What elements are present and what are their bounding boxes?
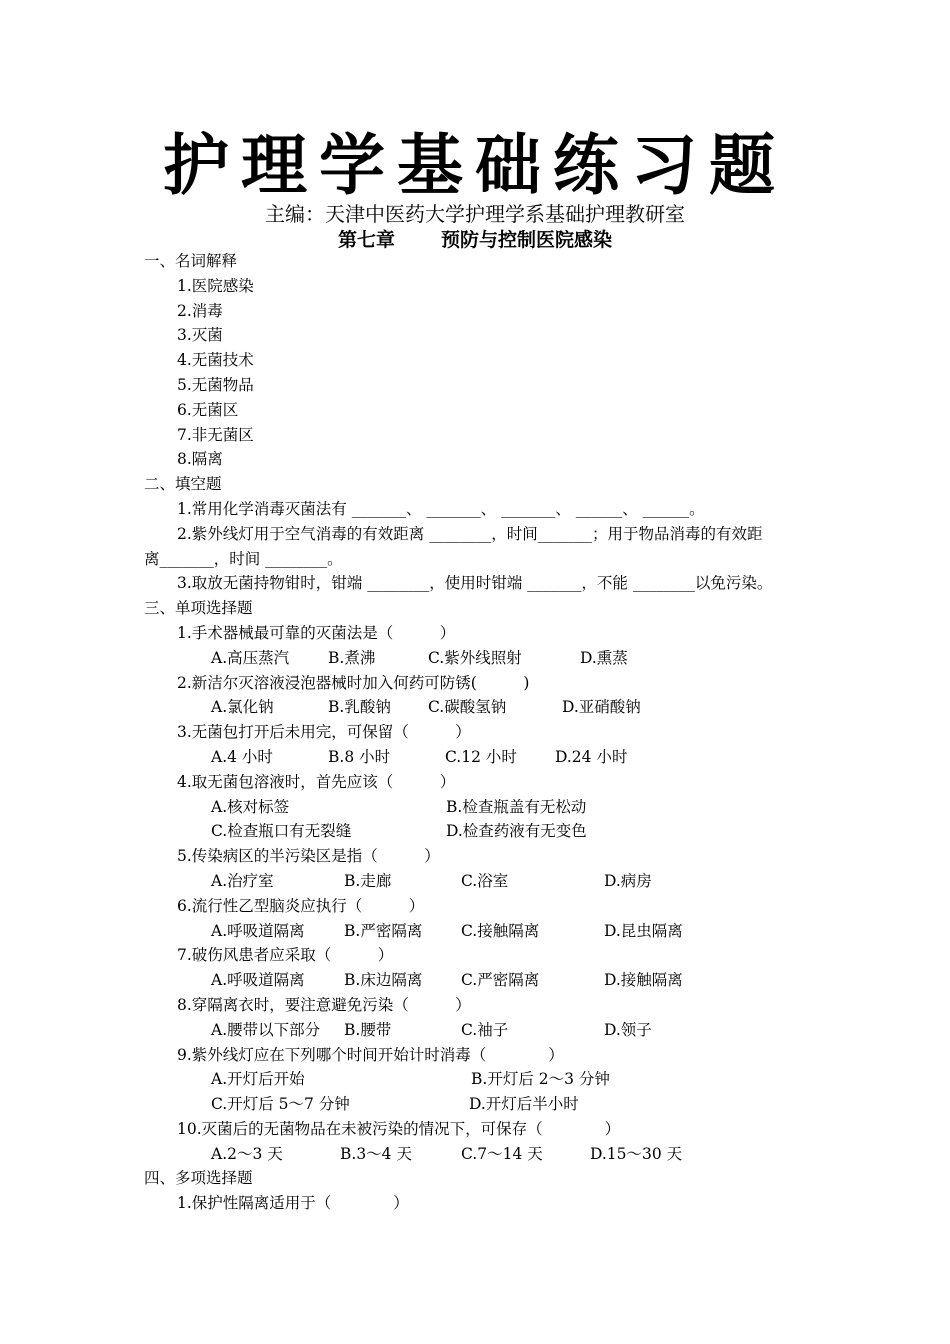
question-stem: 4.取无菌包溶液时，首先应该（ ） [177, 772, 456, 791]
option: B.8 小时 [328, 747, 391, 766]
option: D.15～30 天 [590, 1144, 683, 1163]
option: A.2～3 天 [211, 1144, 283, 1163]
option: B.开灯后 2～3 分钟 [471, 1070, 610, 1089]
question-stem: 10.灭菌后的无菌物品在未被污染的情况下，可保存（ ） [177, 1119, 621, 1138]
editor-line: 主编：天津中医药大学护理学系基础护理教研室 [265, 202, 685, 226]
option: B.腰带 [344, 1020, 392, 1039]
option-row [144, 919, 814, 944]
option-row [144, 646, 814, 671]
option-row [144, 1142, 814, 1167]
option: D.接触隔离 [604, 971, 683, 990]
option: C.袖子 [461, 1020, 509, 1039]
fill-blank-question: 1.常用化学消毒灭菌法有 _______、 _______、 _______、 ______、 ______。 [177, 499, 705, 518]
option-row [144, 819, 814, 844]
option: C.12 小时 [445, 747, 517, 766]
fill-blank-question-continued: 离_______，时间 ________。 [144, 549, 343, 568]
section-heading: 二、填空题 [144, 475, 222, 494]
option-row [144, 1092, 814, 1117]
option: A.腰带以下部分 [211, 1020, 321, 1039]
option: B.3～4 天 [340, 1144, 412, 1163]
question-stem: 5.传染病区的半污染区是指（ ） [177, 847, 440, 866]
option: B.煮沸 [328, 648, 376, 667]
option: A.治疗室 [211, 871, 274, 890]
option: D.亚硝酸钠 [562, 698, 641, 717]
option: D.昆虫隔离 [604, 921, 683, 940]
option: B.乳酸钠 [328, 698, 391, 717]
option: A.核对标签 [211, 797, 290, 816]
term-item: 3.灭菌 [177, 326, 223, 345]
term-item: 6.无菌区 [177, 400, 239, 419]
option: C.紫外线照射 [428, 648, 522, 667]
option: C.开灯后 5～7 分钟 [211, 1095, 350, 1114]
option: A.氯化钠 [211, 698, 274, 717]
question-stem: 1.手术器械最可靠的灭菌法是（ ） [177, 623, 456, 642]
option-row [144, 745, 814, 770]
chapter-name: 预防与控制医院感染 [441, 229, 613, 251]
section-heading: 三、单项选择题 [144, 599, 253, 618]
option-row [144, 695, 814, 720]
term-item: 8.隔离 [177, 450, 223, 469]
option: D.领子 [604, 1020, 652, 1039]
option: B.走廊 [344, 871, 392, 890]
option: A.高压蒸汽 [211, 648, 290, 667]
option: C.碳酸氢钠 [428, 698, 507, 717]
option: A.呼吸道隔离 [211, 971, 305, 990]
term-item: 5.无菌物品 [177, 375, 254, 394]
question-stem: 6.流行性乙型脑炎应执行（ ） [177, 896, 425, 915]
term-item: 4.无菌技术 [177, 351, 254, 370]
option-row [144, 968, 814, 993]
option: D.检查药液有无变色 [446, 822, 587, 841]
option: D.开灯后半小时 [469, 1095, 579, 1114]
option: D.24 小时 [555, 747, 628, 766]
option: C.严密隔离 [461, 971, 540, 990]
question-stem: 1.保护性隔离适用于（ ） [177, 1194, 409, 1213]
option: D.熏蒸 [580, 648, 628, 667]
question-stem: 3.无菌包打开后未用完，可保留（ ） [177, 723, 471, 742]
exercise-body [144, 249, 814, 1216]
document-title: 护理学基础练习题 [163, 126, 787, 204]
question-stem: 9.紫外线灯应在下列哪个时间开始计时消毒（ ） [177, 1045, 564, 1064]
option-row [144, 1067, 814, 1092]
chapter-number: 第七章 [337, 229, 395, 251]
option: B.严密隔离 [344, 921, 423, 940]
question-stem: 7.破伤风患者应采取（ ） [177, 946, 394, 965]
option-row [144, 1018, 814, 1043]
option: A.4 小时 [211, 747, 273, 766]
option-row [144, 795, 814, 820]
option: C.接触隔离 [461, 921, 540, 940]
option-row [144, 869, 814, 894]
option: C.检查瓶口有无裂缝 [211, 822, 352, 841]
option: C.浴室 [461, 871, 509, 890]
term-item: 7.非无菌区 [177, 425, 254, 444]
term-item: 1.医院感染 [177, 276, 254, 295]
option: B.床边隔离 [344, 971, 423, 990]
fill-blank-question: 3.取放无菌持物钳时，钳端 ________，使用时钳端 _______，不能 ________以免污染。 [177, 574, 773, 593]
option: D.病房 [604, 871, 652, 890]
option: C.7～14 天 [461, 1144, 543, 1163]
option: B.检查瓶盖有无松动 [446, 797, 587, 816]
question-stem: 2.新洁尔灭溶液浸泡器械时加入何药可防锈( ) [177, 673, 530, 692]
term-item: 2.消毒 [177, 301, 223, 320]
section-heading: 四、多项选择题 [144, 1169, 253, 1188]
option: A.呼吸道隔离 [211, 921, 305, 940]
option: A.开灯后开始 [211, 1070, 305, 1089]
question-stem: 8.穿隔离衣时，要注意避免污染（ ） [177, 995, 471, 1014]
fill-blank-question: 2.紫外线灯用于空气消毒的有效距离 ________，时间_______；用于物品消毒的有效距 [177, 524, 763, 543]
section-heading: 一、名词解释 [144, 252, 238, 270]
